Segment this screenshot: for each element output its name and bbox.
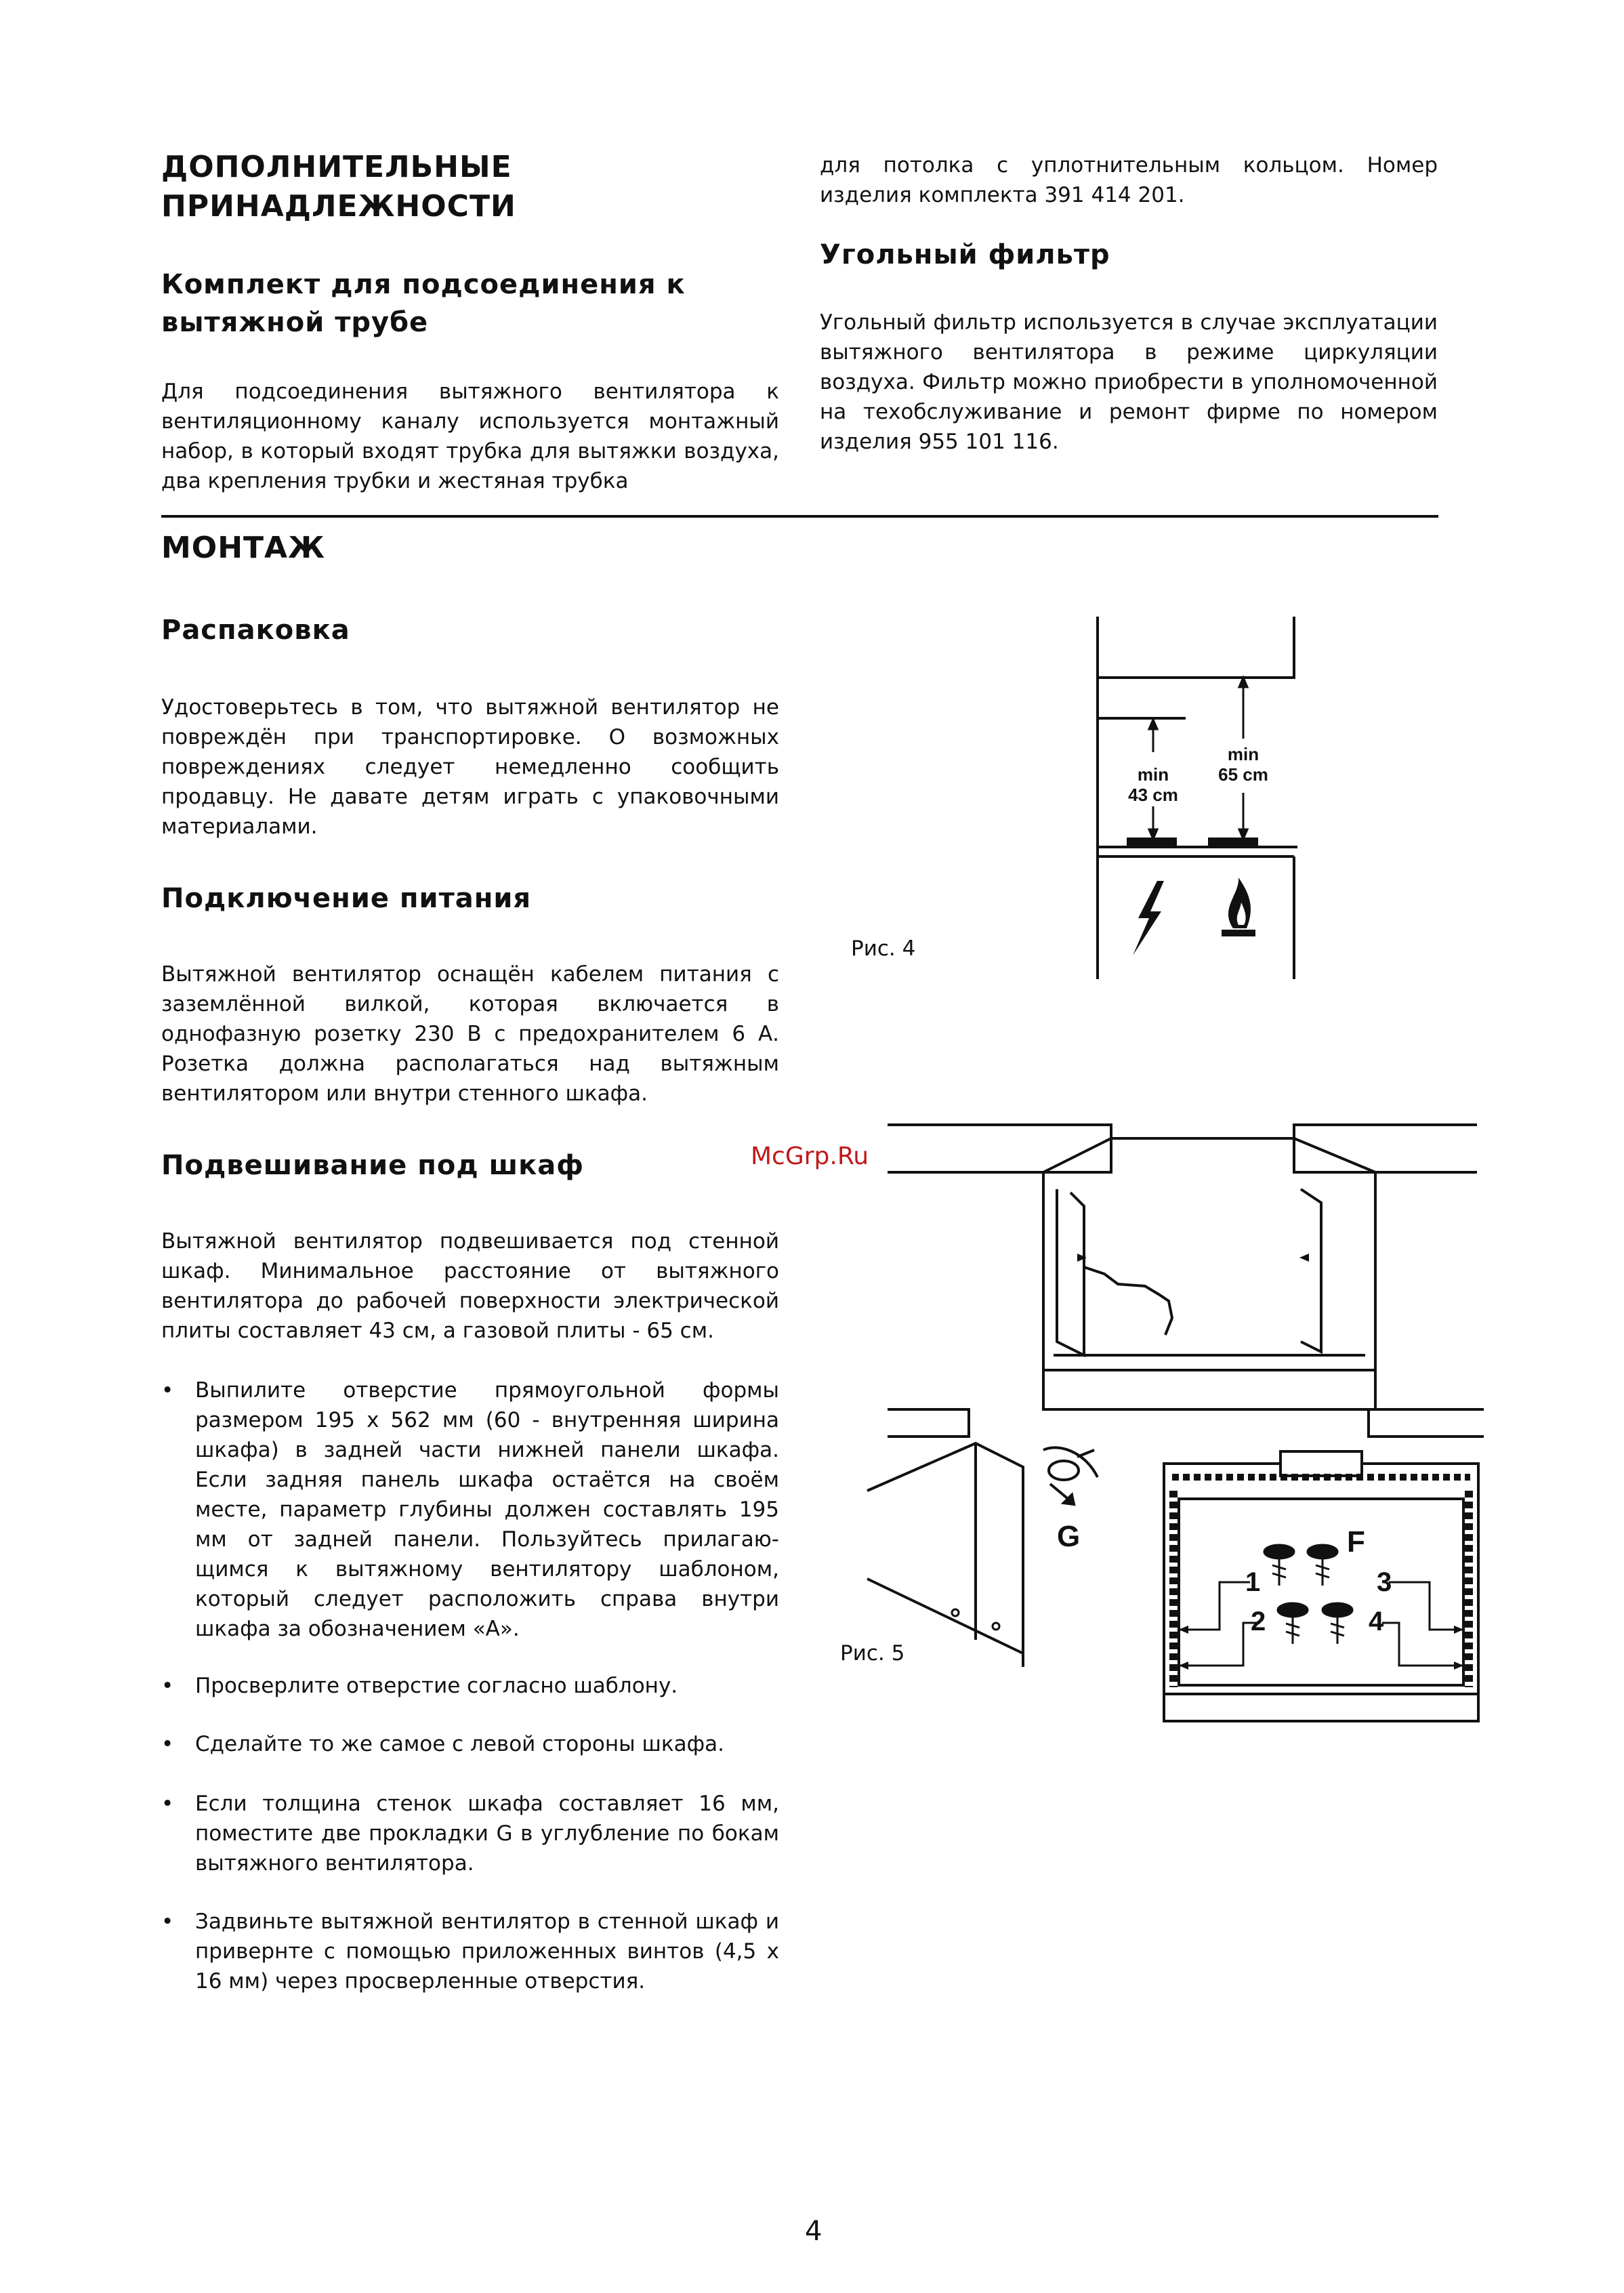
hood-outline — [1164, 1464, 1478, 1721]
list-item — [161, 1376, 779, 1644]
bullet-text: Выпилите отверстие прямоугольной формы размером 195 х 562 мм (60 - внутренняя ширина шкафа) в задней части нижней панели шкафа. Если задняя панель шкафа остаётся на своём месте, параметр глубины должен составлять 195 мм от задней панели. Пользуйтесь прилагаю-щимся к вытяжному вентилятору шаблоном, который следует расположить справа внутри шкафа за обозначением «А». — [195, 1378, 779, 1641]
list-item — [161, 1907, 779, 1996]
screw-icon — [1278, 1603, 1308, 1644]
min-label-electric: min — [1137, 764, 1169, 785]
side-wall-bottom — [867, 1579, 1023, 1653]
unpack-text: Удостоверьтесь в том, что вытяжной вентилятор не повреждён при транспортировке. О возможных повреждениях следует немедленно сообщить продавцу. Не давате детям играть с упаковочными материалами. — [161, 695, 779, 839]
section-divider — [161, 515, 1438, 518]
figure-5-caption: Рис. 5 — [840, 1641, 905, 1666]
flame-icon — [1222, 877, 1255, 936]
cabinet-outline — [1098, 617, 1294, 678]
spacer-g-icon — [1043, 1447, 1098, 1504]
electric-hob — [1128, 839, 1175, 847]
drill-hole — [952, 1609, 959, 1616]
screw-icon — [1264, 1545, 1294, 1586]
countertop-lower-left — [888, 1409, 969, 1437]
drill-hole — [993, 1623, 999, 1630]
side-panel-left — [1057, 1189, 1084, 1355]
gas-distance-label: 65 cm — [1218, 764, 1268, 785]
figure-4-clearance-diagram — [1077, 610, 1308, 989]
bullet-mark: • — [161, 1792, 174, 1816]
screw-icon — [1323, 1603, 1352, 1644]
figure-5-cabinet-diagram — [888, 1118, 1484, 1443]
hang-title: Подвешивание под шкаф — [161, 1150, 584, 1181]
filter-title: Угольный фильтр — [820, 239, 1110, 270]
list-item — [161, 1671, 779, 1701]
bullet-text: Сделайте то же самое с левой стороны шкафа. — [195, 1732, 724, 1756]
watermark: McGrp.Ru — [751, 1142, 869, 1170]
screw-icon — [1308, 1545, 1337, 1586]
label-f: F — [1347, 1525, 1365, 1558]
bullet-mark: • — [161, 1909, 174, 1934]
arrow-head — [1179, 1661, 1188, 1670]
figure-5-spacer-diagram — [860, 1437, 1118, 1667]
list-item — [161, 1729, 779, 1759]
side-wall-edge — [867, 1443, 1023, 1667]
leader-line-1 — [1179, 1582, 1250, 1630]
kit-title: Комплект для подсоединения к вытяжной трубе — [161, 269, 686, 338]
hood-inner — [1179, 1499, 1463, 1685]
power-text: Вытяжной вентилятор оснащён кабелем питания с заземлённой вилкой, которая включается в однофазную розетку 230 В с предохранителем 6 А. Розетка должна располагаться над вытяжным вентилятором или внутри стенного шкафа. — [161, 962, 779, 1106]
arrow-head — [1299, 1254, 1309, 1262]
bullet-text: Задвиньте вытяжной вентилятор в стенной шкаф и привернте с помощью приложенных винтов (4,5 х 16 мм) через просверленные отверстия. — [195, 1909, 779, 1994]
countertop-lower-right — [1369, 1409, 1484, 1437]
kit-text-continued: для потолка с уплотнительным кольцом. Номер изделия комплекта 391 414 201. — [820, 153, 1438, 207]
gas-hob — [1209, 839, 1257, 847]
cabinet-frame — [1043, 1172, 1375, 1409]
screw-number-4: 4 — [1369, 1607, 1384, 1636]
bullet-mark: • — [161, 1674, 174, 1698]
arrow-head — [1149, 829, 1157, 839]
countertop-left — [888, 1125, 1111, 1172]
cabinet-top-edge — [1043, 1138, 1375, 1172]
list-item — [161, 1789, 779, 1878]
filter-text: Угольный фильтр используется в случае эксплуатации вытяжного вентилятора в режиме циркуляции воздуха. Фильтр можно приобрести в уполномоченной на техобслуживание и ремонт фирме по номером изделия 955 101 116. — [820, 310, 1438, 454]
unpack-title: Распаковка — [161, 615, 350, 646]
label-g: G — [1057, 1520, 1081, 1553]
lightning-icon — [1133, 881, 1164, 955]
figure-5-screw-diagram — [1159, 1450, 1484, 1735]
arrow-head — [1239, 829, 1247, 839]
cutout-line — [1084, 1267, 1172, 1335]
figure-4-caption: Рис. 4 — [851, 936, 916, 961]
vent-neck — [1281, 1451, 1362, 1476]
screw-number-1: 1 — [1245, 1567, 1261, 1597]
accessories-title: ДОПОЛНИТЕЛЬНЫЕ ПРИНАДЛЕЖНОСТИ — [161, 150, 516, 224]
arrow-head — [1454, 1626, 1463, 1634]
power-title: Подключение питания — [161, 883, 532, 914]
hang-text: Вытяжной вентилятор подвешивается под стенной шкаф. Минимальное расстояние от вытяжного вентилятора до рабочей поверхности электрической плиты составляет 43 см, а газовой плиты - 65 см. — [161, 1229, 779, 1343]
arrow-head — [1149, 720, 1157, 729]
bullet-mark: • — [161, 1732, 174, 1756]
mount-title: МОНТАЖ — [161, 531, 325, 565]
bullet-mark: • — [161, 1378, 174, 1403]
electric-distance-label: 43 cm — [1128, 785, 1178, 805]
min-label-gas: min — [1227, 744, 1259, 764]
arrow-head — [1454, 1661, 1463, 1670]
kit-text: Для подсоединения вытяжного вентилятора к вентиляционному каналу используется монтажный набор, в который входят трубка для вытяжки воздуха, два крепления трубки и жестяная трубка — [161, 379, 779, 493]
arrow-head — [1239, 678, 1247, 687]
side-panel-right — [1301, 1189, 1321, 1352]
screw-number-3: 3 — [1377, 1567, 1392, 1597]
screw-number-2: 2 — [1251, 1607, 1266, 1636]
bullet-text: Просверлите отверстие согласно шаблону. — [195, 1674, 678, 1698]
page-number: 4 — [805, 2216, 823, 2247]
arrow-head — [1179, 1626, 1188, 1634]
bullet-text: Если толщина стенок шкафа составляет 16 мм, поместите две прокладки G в углубление по бокам вытяжного вентилятора. — [195, 1792, 779, 1876]
